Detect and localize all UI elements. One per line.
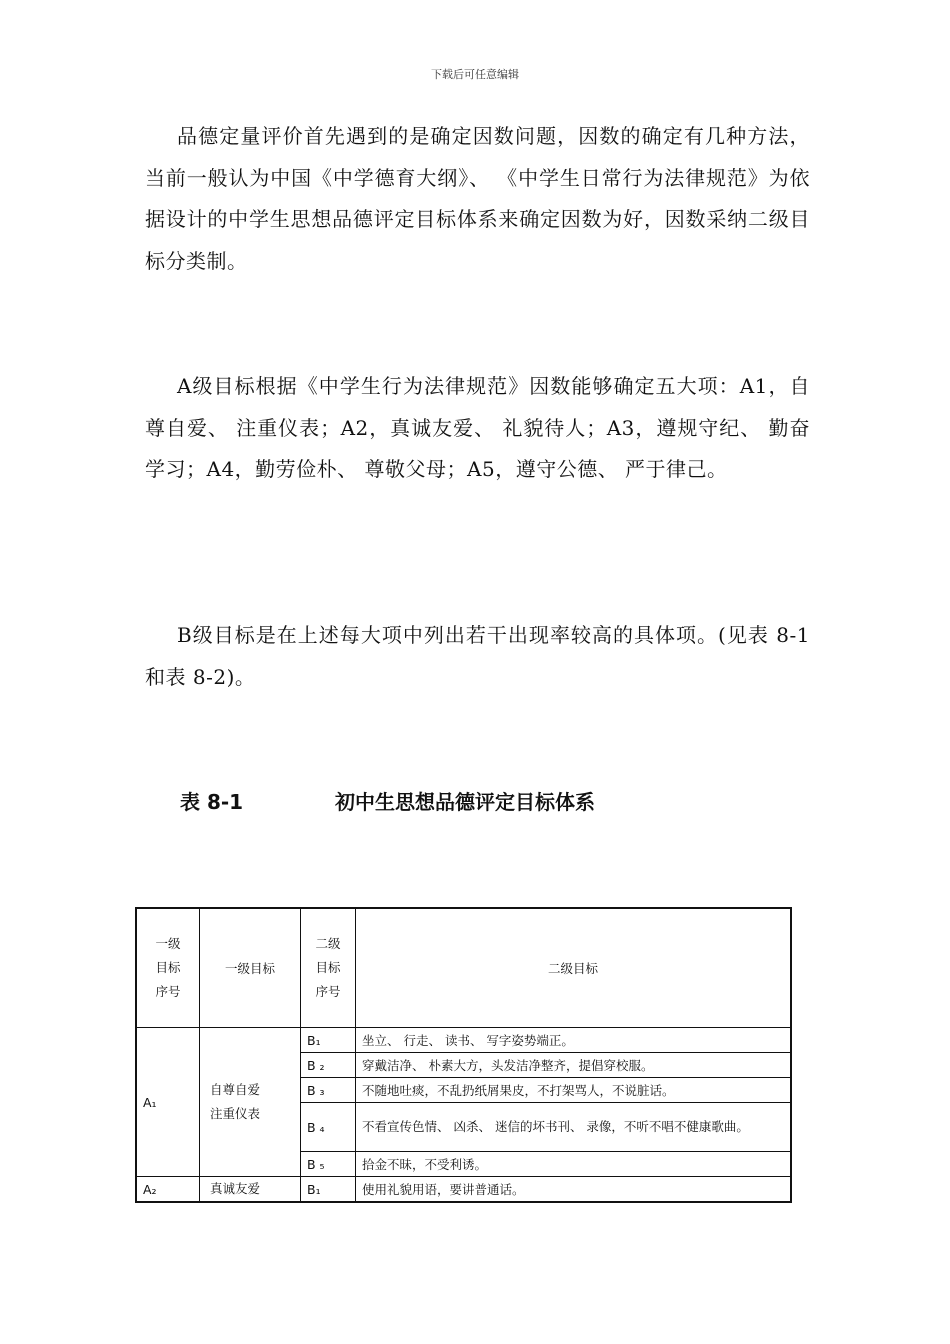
a-no-cell: A₁ (136, 1028, 200, 1177)
table-row (136, 1028, 791, 1053)
b-goal-cell: 坐立、 行走、 读书、 写字姿势端正。 (356, 1028, 792, 1053)
b-no-cell: B ₄ (301, 1103, 356, 1152)
header-level1-goal: 一级目标 (200, 908, 301, 1028)
b-goal-cell: 不看宣传色情、 凶杀、 迷信的坏书刊、 录像，不听不唱不健康歌曲。 (356, 1103, 792, 1152)
header-level2-no-line3: 序号 (315, 984, 341, 999)
header-level2-no (301, 908, 356, 1028)
b-goal-cell: 拾金不昧，不受利诱。 (356, 1152, 792, 1177)
header-level1-no (136, 908, 200, 1028)
paragraph-intro: 品德定量评价首先遇到的是确定因数问题，因数的确定有几种方法，当前一般认为中国《中学德育大纲》、 《中学生日常行为法律规范》为依据设计的中学生思想品德评定目标体系来确定因数为好，因数采纳二级目标分类制。 (145, 124, 810, 273)
header-level2-no-line1: 二级 (315, 936, 341, 951)
header-level1-no-line3: 序号 (155, 984, 181, 999)
a-goal-cell: 真诚友爱 (200, 1177, 301, 1203)
header-level1-no-line1: 一级 (155, 936, 181, 951)
header-level2-no-line2: 目标 (315, 960, 341, 975)
table-caption (180, 786, 595, 815)
table-caption-number: 表 8-1 (180, 790, 244, 814)
a-goal-cell (200, 1028, 301, 1177)
header-level1-no-line2: 目标 (155, 960, 181, 975)
page-header-watermark: 下载后可任意编辑 (431, 68, 519, 81)
b-no-cell: B₁ (301, 1177, 356, 1203)
b-no-cell: B ₂ (301, 1053, 356, 1078)
b-no-cell: B₁ (301, 1028, 356, 1053)
paragraph-a-level: A级目标根据《中学生行为法律规范》因数能够确定五大项：A1，自尊自爱、 注重仪表；A2，真诚友爱、 礼貌待人；A3，遵规守纪、 勤奋学习；A4，勤劳俭朴、 尊敬父母；A5，遵守公德、 严于律己。 (145, 374, 810, 481)
a-no-cell: A₂ (136, 1177, 200, 1203)
b-goal-cell: 穿戴洁净、 朴素大方，头发洁净整齐，提倡穿校服。 (356, 1053, 792, 1078)
b-goal-cell: 使用礼貌用语，要讲普通话。 (356, 1177, 792, 1203)
b-no-cell: B ₃ (301, 1078, 356, 1103)
table-row (136, 1177, 791, 1203)
b-no-cell: B ₅ (301, 1152, 356, 1177)
a-goal-line1: 自尊自爱 (210, 1082, 261, 1097)
goal-system-table (135, 907, 792, 1203)
b-goal-cell: 不随地吐痰，不乱扔纸屑果皮，不打架骂人，不说脏话。 (356, 1078, 792, 1103)
table-header-row (136, 908, 791, 1028)
table-caption-title: 初中生思想品德评定目标体系 (335, 790, 595, 814)
header-level2-goal: 二级目标 (356, 908, 792, 1028)
paragraph-b-level: B级目标是在上述每大项中列出若干出现率较高的具体项。(见表 8-1 和表 8-2)。 (145, 623, 810, 689)
a-goal-line2: 注重仪表 (210, 1106, 261, 1121)
